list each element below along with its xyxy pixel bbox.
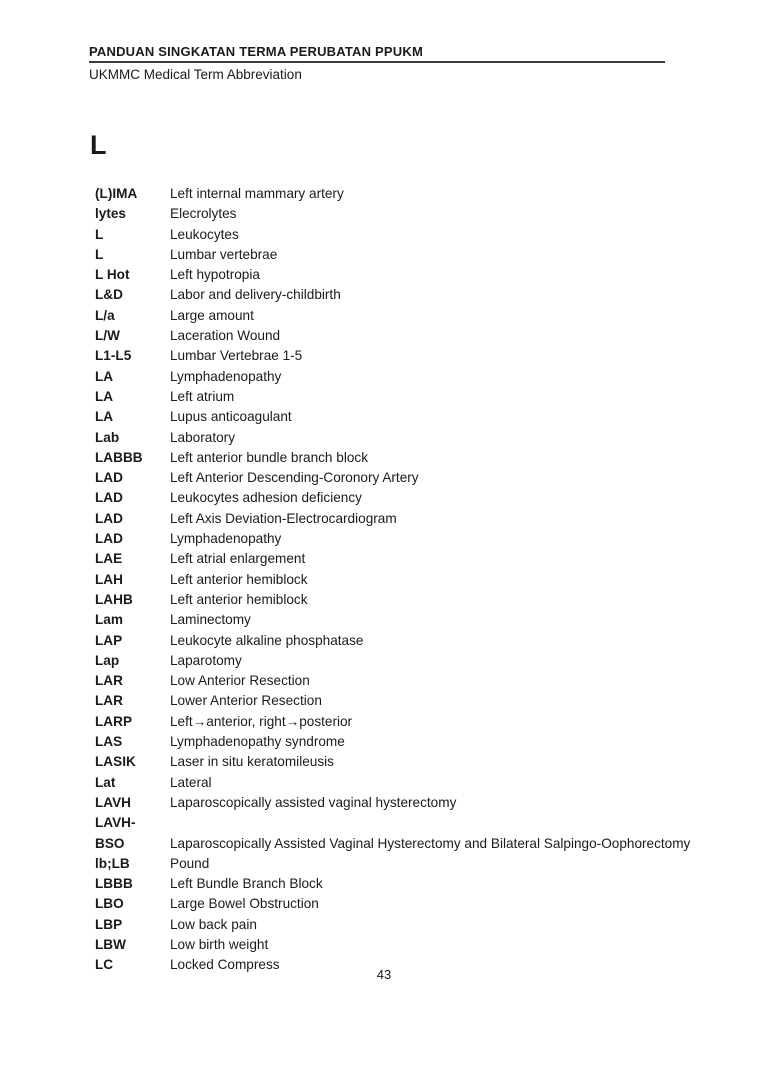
term-abbreviation: LBBB [95,876,133,892]
term-definition: Laser in situ keratomileusis [170,754,334,770]
term-definition: Leukocyte alkaline phosphatase [170,632,364,648]
term-row [95,631,735,651]
page-footer [0,966,768,984]
term-abbreviation: LAD [95,470,123,486]
term-definition: Left Bundle Branch Block [170,876,323,892]
term-row [95,468,735,488]
term-row [95,265,735,285]
term-abbreviation: L/a [95,307,115,323]
term-abbreviation: LA [95,388,114,404]
term-row [95,691,735,711]
term-row [95,935,735,955]
term-definition: Low back pain [170,916,257,932]
term-abbreviation: L&D [95,287,123,303]
term-definition: Laboratory [170,429,235,445]
term-abbreviation: LABBB [95,449,143,465]
term-definition: Laminectomy [170,612,251,628]
document-header [89,44,665,83]
term-abbreviation: BSO [95,835,125,851]
document-title: PANDUAN SINGKATAN TERMA PERUBATAN PPUKM [89,44,423,59]
term-row [95,834,735,854]
term-row [95,712,735,732]
term-abbreviation: LAVH- [95,815,136,831]
term-definition: Leukocytes adhesion deficiency [170,490,362,506]
term-definition: Left atrium [170,388,235,404]
term-row [95,671,735,691]
term-row [95,346,735,366]
term-row [95,448,735,468]
term-definition: Left internal mammary artery [170,186,344,201]
term-row [95,651,735,671]
term-definition: Labor and delivery-childbirth [170,287,341,303]
term-abbreviation: LC [95,957,114,973]
term-row [95,509,735,529]
term-definition: Leukocytes [170,226,239,242]
term-abbreviation: Lat [95,774,116,790]
term-definition: Lumbar Vertebrae 1-5 [170,348,303,364]
term-row [95,894,735,914]
term-row [95,184,735,204]
term-abbreviation: Lap [95,652,120,668]
term-abbreviation: (L)IMA [95,186,138,201]
term-list [95,184,735,976]
term-row [95,285,735,305]
term-row [95,204,735,224]
term-row [95,245,735,265]
term-abbreviation: LBW [95,936,126,952]
term-definition: Left→anterior, right→posterior [170,713,353,729]
term-row [95,387,735,407]
term-abbreviation: LASIK [95,754,136,770]
term-row [95,874,735,894]
term-row [95,793,735,813]
term-abbreviation: L [95,246,104,262]
term-abbreviation: LAD [95,490,123,506]
term-abbreviation: LAD [95,510,123,526]
term-row [95,407,735,427]
term-abbreviation: LA [95,368,114,384]
term-abbreviation: LBP [95,916,123,932]
term-abbreviation: lb;LB [95,855,130,871]
term-row [95,306,735,326]
term-definition: Lupus anticoagulant [170,409,292,425]
term-row [95,326,735,346]
term-definition [170,813,735,833]
page-number: 43 [376,967,392,982]
term-definition: Lower Anterior Resection [170,693,322,709]
term-definition: Laparoscopically Assisted Vaginal Hysterectomy and Bilateral Salpingo-Oophorectomy [170,835,691,851]
term-row [95,549,735,569]
term-abbreviation: lytes [95,206,126,222]
term-definition: Lymphadenopathy syndrome [170,734,345,750]
term-row [95,570,735,590]
term-row [95,428,735,448]
term-abbreviation: LARP [95,713,133,729]
term-abbreviation: L/W [95,328,120,344]
term-abbreviation: L1-L5 [95,348,132,364]
term-abbreviation: LAD [95,531,123,547]
term-definition: Laparoscopically assisted vaginal hysterectomy [170,794,457,810]
term-row [95,225,735,245]
term-definition: Left anterior bundle branch block [170,449,368,465]
term-row [95,752,735,772]
term-abbreviation: LAH [95,571,123,587]
term-definition: Left anterior hemiblock [170,591,308,607]
header-rule [89,61,665,63]
term-row [95,732,735,752]
term-abbreviation: L Hot [95,267,130,283]
term-row [95,915,735,935]
term-abbreviation: LAR [95,693,123,709]
term-definition: Lateral [170,774,212,790]
term-definition: Left hypotropia [170,267,260,283]
section-letter-heading: L [90,130,107,160]
term-definition: Large amount [170,307,254,323]
term-row [95,367,735,387]
term-abbreviation: LAHB [95,591,133,607]
term-row [95,610,735,630]
term-definition: Left anterior hemiblock [170,571,308,587]
term-row [95,590,735,610]
term-definition: Laparotomy [170,652,242,668]
term-row [95,488,735,508]
term-definition: Low Anterior Resection [170,673,310,689]
term-row [95,773,735,793]
term-definition: Pound [170,855,210,871]
term-row [95,813,735,833]
term-abbreviation: LBO [95,896,124,912]
document-subtitle: UKMMC Medical Term Abbreviation [89,67,302,82]
term-definition: Left Axis Deviation-Electrocardiogram [170,510,397,526]
term-definition: Laceration Wound [170,328,281,344]
term-abbreviation: L [95,226,104,242]
term-definition: Low birth weight [170,936,269,952]
term-definition: Large Bowel Obstruction [170,896,319,912]
term-definition: Lymphadenopathy [170,368,282,384]
term-abbreviation: LAE [95,551,123,567]
term-definition: Lymphadenopathy [170,531,282,547]
term-row [95,854,735,874]
term-abbreviation: LAP [95,632,123,648]
term-abbreviation: LAR [95,673,123,689]
term-definition: Left Anterior Descending-Coronory Artery [170,470,419,486]
term-definition: Elecrolytes [170,206,237,222]
term-abbreviation: Lab [95,429,120,445]
term-definition: Locked Compress [170,957,280,973]
term-abbreviation: Lam [95,612,123,628]
term-abbreviation: LA [95,409,114,425]
term-abbreviation: LAVH [95,794,131,810]
term-definition: Left atrial enlargement [170,551,306,567]
term-row [95,529,735,549]
term-definition: Lumbar vertebrae [170,246,278,262]
term-abbreviation: LAS [95,734,123,750]
